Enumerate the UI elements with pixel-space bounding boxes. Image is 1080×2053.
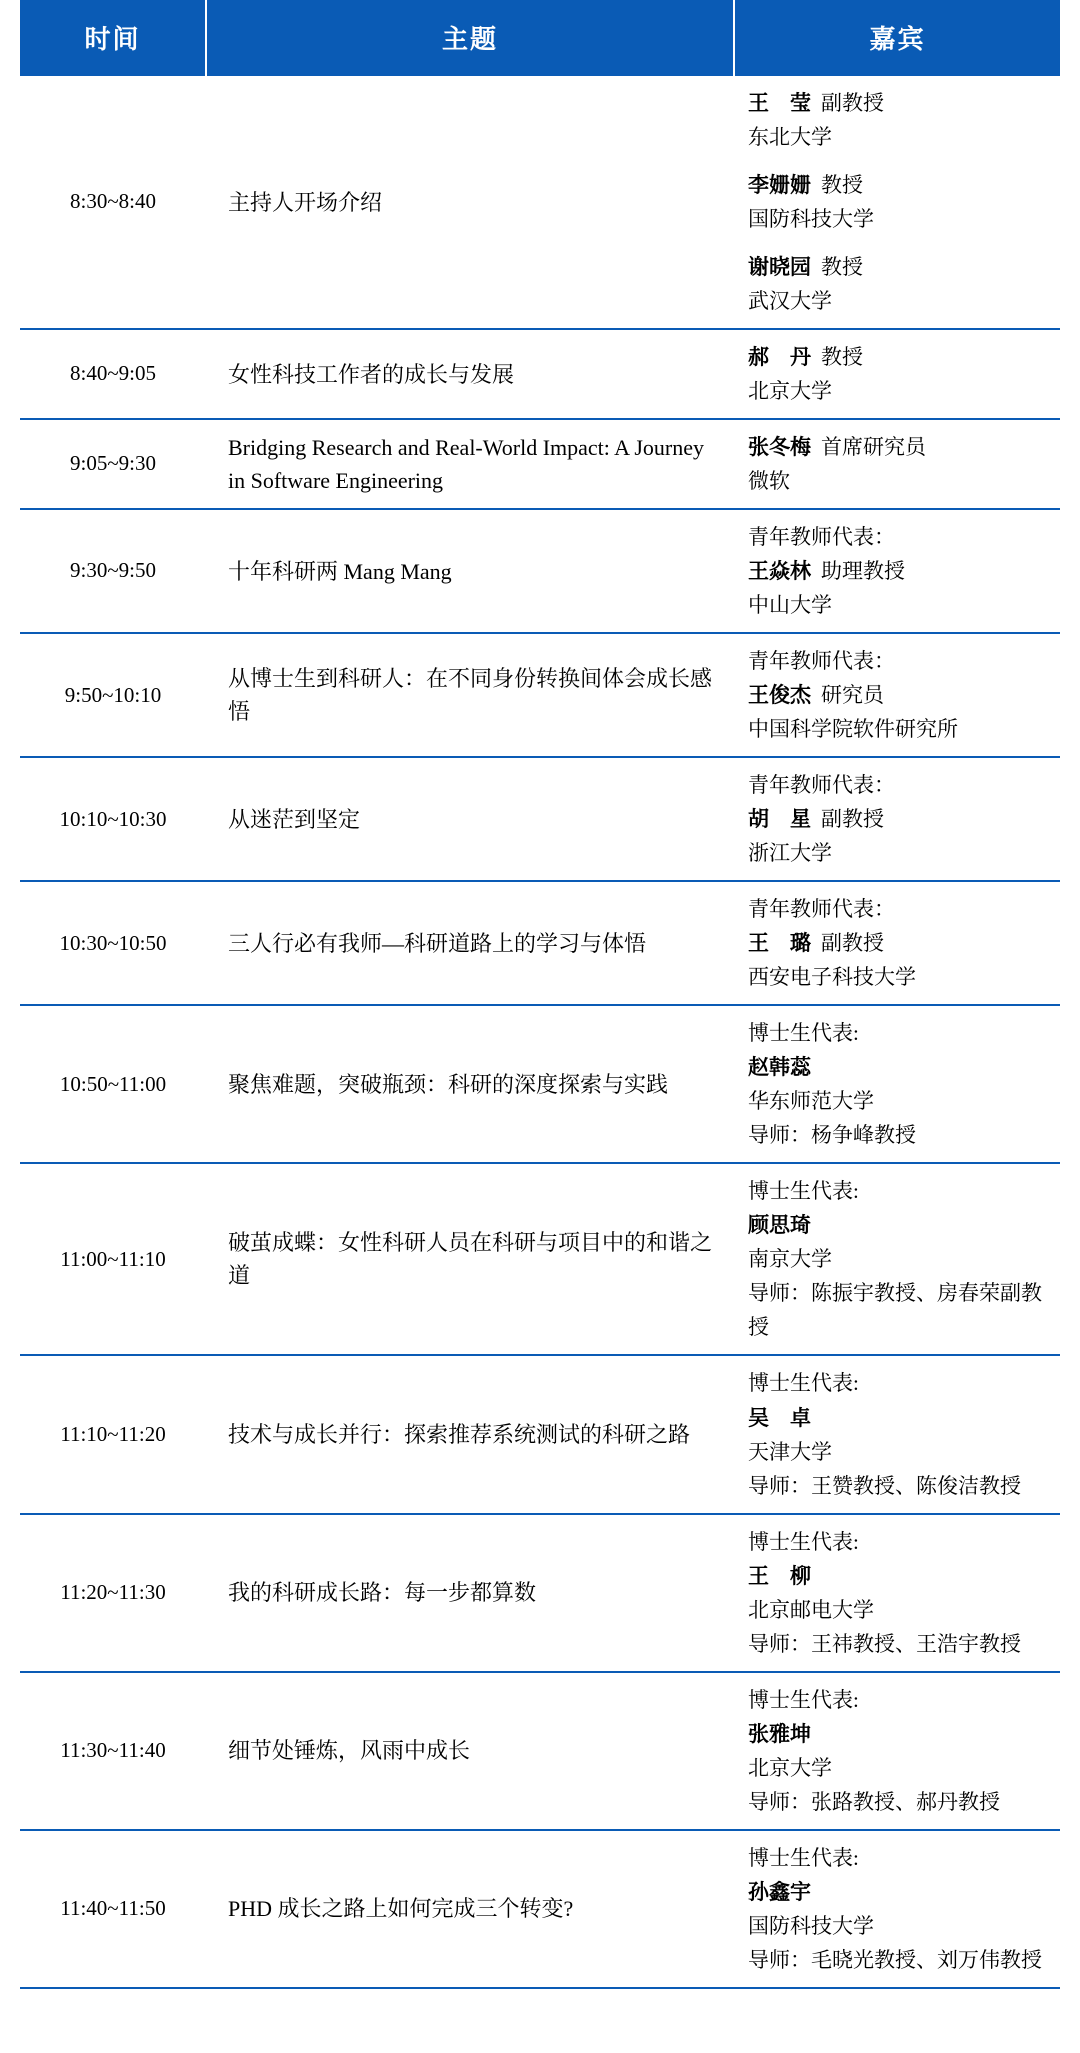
table-body bbox=[20, 75, 1060, 1988]
table-row bbox=[20, 419, 1060, 509]
guest-entry bbox=[748, 430, 1052, 498]
guest-name: 孙鑫宇 bbox=[748, 1879, 811, 1904]
header-row bbox=[20, 0, 1060, 75]
cell-guest bbox=[734, 881, 1060, 1005]
guest-title: 副教授 bbox=[821, 931, 884, 956]
cell-topic: 破茧成蝶：女性科研人员在科研与项目中的和谐之道 bbox=[228, 1230, 713, 1289]
guest-title: 副教授 bbox=[821, 807, 884, 832]
guest-affiliation: 武汉大学 bbox=[748, 289, 832, 314]
column-header-guest: 嘉宾 bbox=[734, 0, 1060, 75]
guest-title: 教授 bbox=[821, 173, 863, 198]
cell-guest bbox=[734, 1355, 1060, 1513]
guest-name: 张雅坤 bbox=[748, 1721, 811, 1746]
guest-role-label: 青年教师代表： bbox=[748, 773, 895, 798]
cell-topic: 十年科研两 Mang Mang bbox=[228, 558, 452, 584]
cell-time: 11:40~11:50 bbox=[60, 1896, 166, 1920]
guest-affiliation: 西安电子科技大学 bbox=[748, 965, 916, 990]
guest-name-line bbox=[748, 554, 1052, 588]
table-row bbox=[20, 1672, 1060, 1830]
guest-role-label: 博士生代表: bbox=[748, 1529, 859, 1554]
guest-entry bbox=[748, 1366, 1052, 1502]
guest-name: 王 柳 bbox=[748, 1563, 811, 1588]
guest-name: 顾思琦 bbox=[748, 1213, 811, 1238]
guest-name-line bbox=[748, 678, 1052, 712]
table-row bbox=[20, 75, 1060, 329]
cell-time: 9:30~9:50 bbox=[69, 558, 157, 583]
cell-topic: 从博士生到科研人：在不同身份转换间体会成长感悟 bbox=[228, 666, 713, 725]
guest-name: 王 莹 bbox=[748, 91, 811, 115]
schedule-table bbox=[20, 0, 1060, 1989]
table-row bbox=[20, 757, 1060, 881]
table-row bbox=[20, 633, 1060, 757]
guest-entry bbox=[748, 644, 1052, 746]
guest-affiliation: 南京大学 bbox=[748, 1247, 832, 1272]
guest-name-line bbox=[748, 802, 1052, 836]
guest-role-label: 博士生代表: bbox=[748, 1687, 859, 1712]
guest-entry bbox=[748, 520, 1052, 622]
cell-topic: 细节处锤炼，风雨中成长 bbox=[228, 1738, 471, 1764]
cell-time: 10:30~10:50 bbox=[59, 930, 167, 955]
cell-time: 8:30~8:40 bbox=[69, 189, 157, 214]
table-row bbox=[20, 329, 1060, 419]
cell-topic: 聚焦难题，突破瓶颈：科研的深度探索与实践 bbox=[228, 1071, 669, 1097]
cell-guest bbox=[734, 509, 1060, 633]
guest-name-line bbox=[748, 340, 1052, 374]
guest-role-label: 博士生代表: bbox=[748, 1371, 859, 1396]
guest-title: 教授 bbox=[821, 255, 863, 280]
cell-time: 11:10~11:20 bbox=[60, 1421, 166, 1446]
guest-affiliation: 北京大学 bbox=[748, 379, 832, 404]
cell-time: 10:50~11:00 bbox=[59, 1071, 167, 1096]
cell-topic: 三人行必有我师—科研道路上的学习与体悟 bbox=[228, 930, 647, 956]
table-row bbox=[20, 1005, 1060, 1163]
guest-title: 首席研究员 bbox=[821, 435, 926, 460]
guest-role-label: 博士生代表: bbox=[748, 1845, 859, 1870]
column-header-topic: 主题 bbox=[206, 0, 734, 75]
cell-topic: 女性科技工作者的成长与发展 bbox=[228, 361, 515, 387]
cell-guest bbox=[734, 1514, 1060, 1672]
cell-time: 11:30~11:40 bbox=[60, 1737, 166, 1762]
cell-topic: Bridging Research and Real-World Impact: A Journey in Software Engineering bbox=[228, 435, 704, 494]
guest-name: 张冬梅 bbox=[748, 435, 811, 460]
guest-entry bbox=[748, 892, 1052, 994]
guest-name: 王 璐 bbox=[748, 931, 811, 956]
guest-role-label: 青年教师代表： bbox=[748, 649, 895, 674]
guest-name: 王俊杰 bbox=[748, 683, 811, 708]
cell-guest bbox=[734, 329, 1060, 419]
guest-name-line bbox=[748, 1875, 1052, 1909]
guest-entry bbox=[748, 1525, 1052, 1661]
table-row bbox=[20, 1514, 1060, 1672]
cell-topic: 我的科研成长路：每一步都算数 bbox=[228, 1580, 537, 1606]
cell-guest bbox=[734, 1163, 1060, 1355]
guest-name: 郝 丹 bbox=[748, 345, 811, 370]
guest-affiliation: 浙江大学 bbox=[748, 841, 832, 866]
guest-advisor: 导师：王祎教授、王浩宇教授 bbox=[748, 1631, 1021, 1656]
guest-advisor: 导师：张路教授、郝丹教授 bbox=[748, 1789, 1000, 1814]
guest-name-line bbox=[748, 1559, 1052, 1593]
guest-name-line bbox=[748, 1717, 1052, 1751]
guest-entry bbox=[748, 340, 1052, 408]
guest-role-label: 青年教师代表： bbox=[748, 897, 895, 922]
guest-title: 副教授 bbox=[821, 91, 884, 115]
cell-guest bbox=[734, 75, 1060, 329]
guest-affiliation: 东北大学 bbox=[748, 125, 832, 150]
guest-name-line bbox=[748, 1401, 1052, 1435]
guest-title: 教授 bbox=[821, 345, 863, 370]
cell-time: 10:10~10:30 bbox=[59, 806, 167, 831]
cell-guest bbox=[734, 1005, 1060, 1163]
guest-affiliation: 微软 bbox=[748, 469, 790, 494]
cell-guest bbox=[734, 633, 1060, 757]
table-row bbox=[20, 881, 1060, 1005]
guest-entry bbox=[748, 1174, 1052, 1344]
guest-name-line bbox=[748, 1208, 1052, 1242]
guest-name: 赵韩蕊 bbox=[748, 1055, 811, 1080]
guest-name: 王焱林 bbox=[748, 559, 811, 584]
guest-name-line bbox=[748, 430, 1052, 464]
guest-entry bbox=[748, 1841, 1052, 1977]
guest-advisor: 导师：毛晓光教授、刘万伟教授 bbox=[748, 1947, 1042, 1972]
cell-time: 11:00~11:10 bbox=[60, 1246, 166, 1271]
guest-name: 吴 卓 bbox=[748, 1405, 811, 1430]
cell-topic: 主持人开场介绍 bbox=[228, 189, 383, 215]
guest-title: 助理教授 bbox=[821, 559, 905, 584]
guest-affiliation: 北京邮电大学 bbox=[748, 1597, 874, 1622]
guest-entry bbox=[748, 168, 1052, 236]
table-row bbox=[20, 1163, 1060, 1355]
guest-name-line bbox=[748, 168, 1052, 202]
guest-role-label: 博士生代表: bbox=[748, 1021, 859, 1046]
guest-entry bbox=[748, 1016, 1052, 1152]
guest-affiliation: 国防科技大学 bbox=[748, 207, 874, 232]
guest-title: 研究员 bbox=[821, 683, 884, 708]
guest-affiliation: 北京大学 bbox=[748, 1755, 832, 1780]
table-row bbox=[20, 509, 1060, 633]
guest-entry bbox=[748, 1683, 1052, 1819]
guest-entry bbox=[748, 86, 1052, 154]
cell-guest bbox=[734, 419, 1060, 509]
guest-name: 胡 星 bbox=[748, 807, 811, 832]
table-row bbox=[20, 1355, 1060, 1513]
guest-entry bbox=[748, 768, 1052, 870]
table-header bbox=[20, 0, 1060, 75]
guest-affiliation: 华东师范大学 bbox=[748, 1089, 874, 1114]
guest-affiliation: 天津大学 bbox=[748, 1439, 832, 1464]
column-header-time: 时间 bbox=[20, 0, 206, 75]
guest-advisor: 导师：陈振宇教授、房春荣副教授 bbox=[748, 1281, 1042, 1340]
guest-name-line bbox=[748, 1050, 1052, 1084]
cell-time: 11:20~11:30 bbox=[60, 1579, 166, 1604]
guest-affiliation: 中山大学 bbox=[748, 593, 832, 618]
guest-affiliation: 国防科技大学 bbox=[748, 1913, 874, 1938]
guest-advisor: 导师：杨争峰教授 bbox=[748, 1123, 916, 1148]
guest-name-line bbox=[748, 926, 1052, 960]
cell-guest bbox=[734, 1672, 1060, 1830]
guest-role-label: 青年教师代表： bbox=[748, 525, 895, 550]
guest-name-line bbox=[748, 250, 1052, 284]
guest-name-line bbox=[748, 86, 1052, 120]
cell-topic: 从迷茫到坚定 bbox=[228, 806, 361, 832]
guest-entry bbox=[748, 250, 1052, 318]
guest-affiliation: 中国科学院软件研究所 bbox=[748, 717, 958, 742]
guest-advisor: 导师：王赞教授、陈俊洁教授 bbox=[748, 1473, 1021, 1498]
cell-time: 9:50~10:10 bbox=[64, 682, 162, 707]
cell-guest bbox=[734, 1830, 1060, 1988]
guest-role-label: 博士生代表: bbox=[748, 1179, 859, 1204]
guest-name: 谢晓园 bbox=[748, 255, 811, 280]
cell-topic: 技术与成长并行：探索推荐系统测试的科研之路 bbox=[228, 1422, 691, 1448]
guest-name: 李姗姗 bbox=[748, 173, 811, 198]
cell-topic: PHD 成长之路上如何完成三个转变? bbox=[228, 1896, 574, 1922]
cell-guest bbox=[734, 757, 1060, 881]
cell-time: 9:05~9:30 bbox=[69, 451, 157, 476]
table-row bbox=[20, 1830, 1060, 1988]
cell-time: 8:40~9:05 bbox=[69, 361, 157, 386]
